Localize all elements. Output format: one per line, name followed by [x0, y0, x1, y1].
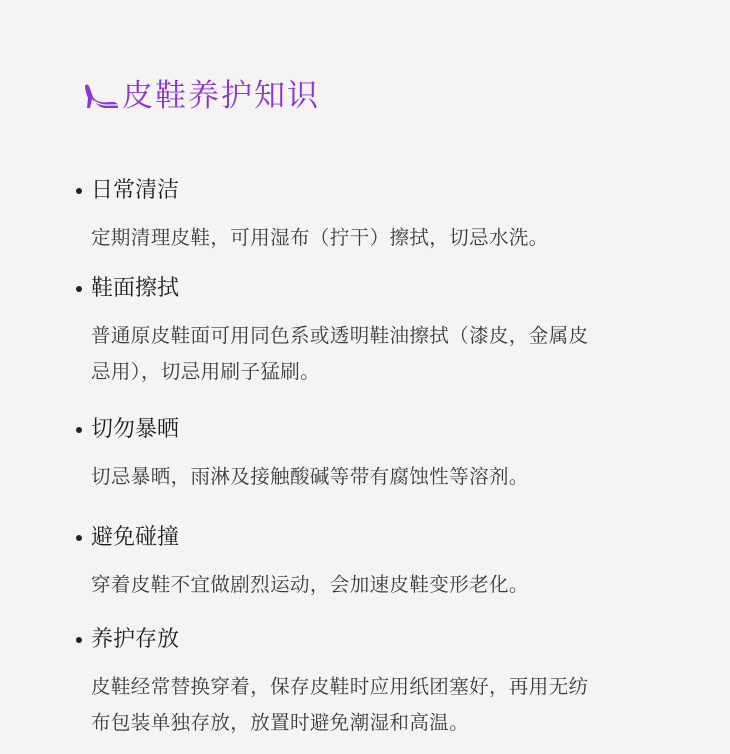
- section-daily-cleaning: [76, 175, 676, 256]
- body-line: 穿着皮鞋不宜做剧烈运动，会加速皮鞋变形老化。: [91, 573, 529, 596]
- section-title: 避免碰撞: [91, 525, 180, 550]
- bullet-icon: [76, 535, 82, 541]
- section-upper-wiping: [76, 273, 676, 390]
- section-avoid-collision: [76, 522, 676, 603]
- section-body: [91, 220, 651, 256]
- bullet-icon: [76, 427, 82, 433]
- section-title: 切勿暴晒: [91, 417, 180, 442]
- section-title: 养护存放: [91, 627, 180, 652]
- body-line: 定期清理皮鞋，可用湿布（拧干）擦拭，切忌水洗。: [91, 226, 549, 249]
- section-heading: [76, 624, 676, 656]
- page-title: 皮鞋养护知识: [122, 78, 320, 114]
- section-body: [91, 459, 651, 495]
- section-heading: [76, 522, 676, 554]
- section-body: [91, 567, 651, 603]
- body-line: 普通原皮鞋面可用同色系或透明鞋油擦拭（漆皮，金属皮: [91, 324, 589, 347]
- body-line: 皮鞋经常替换穿着，保存皮鞋时应用纸团塞好，再用无纺: [91, 675, 589, 698]
- section-title: 鞋面擦拭: [91, 276, 180, 301]
- bullet-icon: [76, 637, 82, 643]
- section-body: [91, 669, 651, 741]
- section-title: 日常清洁: [91, 178, 180, 203]
- bullet-icon: [76, 188, 82, 194]
- section-heading: [76, 175, 676, 207]
- page-header: [82, 74, 320, 118]
- section-heading: [76, 273, 676, 305]
- body-line: 忌用），切忌用刷子猛刷。: [91, 360, 321, 383]
- section-storage: [76, 624, 676, 741]
- high-heel-shoe-icon: [82, 81, 120, 111]
- bullet-icon: [76, 286, 82, 292]
- body-line: 布包装单独存放，放置时避免潮湿和高温。: [91, 711, 470, 734]
- body-line: 切忌暴晒，雨淋及接触酸碱等带有腐蚀性等溶剂。: [91, 465, 529, 488]
- section-heading: [76, 414, 676, 446]
- section-body: [91, 318, 651, 390]
- section-avoid-sun: [76, 414, 676, 495]
